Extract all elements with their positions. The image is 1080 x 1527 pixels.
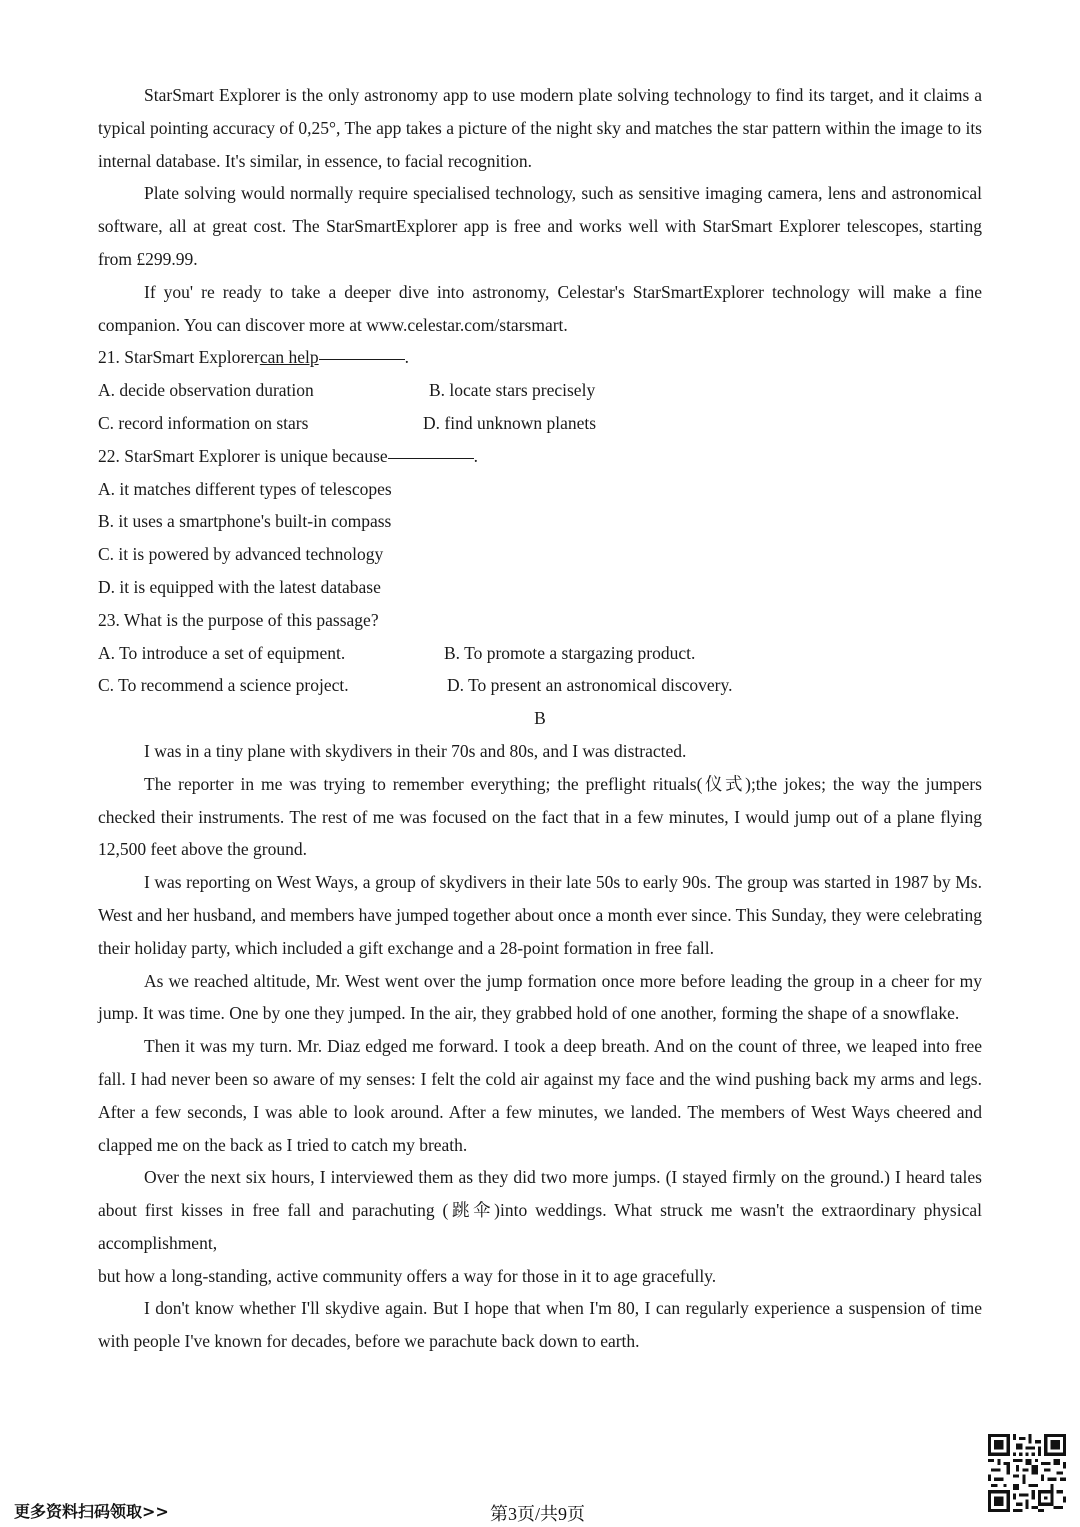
q22-option-a: A. it matches different types of telescopes (98, 478, 392, 499)
q21-stem-underlined: can help (259, 347, 319, 368)
q21-stem-end: . (404, 347, 410, 368)
passage-b-paragraph-2: The reporter in me was trying to remember everything; the preflight rituals(仪式);the jokes; the way the jumpers checked their instruments. The rest of me was focused on the fact that in a few minutes, I would jump out of a plane flying 12,500 feet above the ground. (98, 773, 982, 860)
document-body (98, 79, 982, 1358)
passage-b-paragraph-6: Over the next six hours, I interviewed them as they did two more jumps. (I stayed firmly on the ground.) I heard tales about first kisses in free fall and parachuting (跳伞)into weddings. What struck me wasn't the extraordinary physical accomplishment, (98, 1167, 982, 1253)
q21-option-c: C. record information on stars (98, 412, 309, 433)
question-23-options-cd (98, 669, 982, 702)
passage-a-paragraph-1: StarSmart Explorer is the only astronomy app to use modern plate solving technology to find its target, and it claims a typical pointing accuracy of 0,25°, The app takes a picture of the night sky and matches the star pattern within the image to its internal database. It's similar, in essence, to facial recognition. (98, 85, 982, 171)
question-21-options-ab (98, 374, 982, 407)
passage-a-paragraph-2: Plate solving would normally require specialised technology, such as sensitive imaging camera, lens and astronomical software, all at great cost. The StarSmartExplorer app is free and works well with StarSmart Explorer telescopes, starting from £299.99. (98, 183, 982, 269)
answer-blank (388, 440, 474, 459)
q23-option-c: C. To recommend a science project. (98, 675, 349, 696)
q23-option-b: B. To promote a stargazing product. (444, 642, 696, 663)
q22-stem-end: . (473, 445, 479, 466)
footer-promo-text: 更多资料扫码领取>> (14, 1502, 169, 1521)
passage-b-paragraph-1: I was in a tiny plane with skydivers in their 70s and 80s, and I was distracted. (144, 740, 687, 761)
answer-blank (319, 341, 405, 360)
q21-option-b: B. locate stars precisely (429, 380, 596, 401)
question-23-stem: 23. What is the purpose of this passage? (98, 609, 379, 630)
q21-stem-text: 21. StarSmart Explorer (98, 347, 260, 368)
page-number: 第3页/共9页 (490, 1504, 586, 1524)
passage-b-paragraph-3: I was reporting on West Ways, a group of skydivers in their late 50s to early 90s. The group was started in 1987 by Ms. West and her husband, and members have jumped together about once a month ever since. This Sunday, they were celebrating their holiday party, which included a gift exchange and a 28-point formation in free fall. (98, 872, 982, 958)
passage-b-paragraph-7: I don't know whether I'll skydive again. But I hope that when I'm 80, I can regularly experience a suspension of time with people I've known for decades, before we parachute back down to earth. (98, 1298, 982, 1352)
q23-option-a: A. To introduce a set of equipment. (98, 642, 346, 663)
passage-b-paragraph-4: As we reached altitude, Mr. West went over the jump formation once more before leading the group in a cheer for my jump. It was time. One by one they jumped. In the air, they grabbed hold of one another, forming the shape of a snowflake. (98, 970, 982, 1024)
passage-b-paragraph-5: Then it was my turn. Mr. Diaz edged me forward. I took a deep breath. And on the count of three, we leaped into free fall. I had never been so aware of my senses: I felt the cold air against my face and the wind pushing back my arms and legs. After a few seconds, I was able to look around. After a few minutes, we landed. The members of West Ways cheered and clapped me on the back as I tried to catch my breath. (98, 1036, 982, 1155)
question-23-options-ab (98, 637, 982, 670)
question-21-options-cd (98, 407, 982, 440)
q21-option-a: A. decide observation duration (98, 380, 314, 401)
q21-option-d: D. find unknown planets (423, 412, 597, 433)
qr-code-icon (988, 1434, 1066, 1512)
passage-b-paragraph-6-continued: but how a long-standing, active community offers a way for those in it to age gracefully. (98, 1265, 717, 1286)
question-22-stem (98, 440, 982, 473)
q22-option-b: B. it uses a smartphone's built-in compass (98, 511, 392, 532)
q22-option-c: C. it is powered by advanced technology (98, 544, 384, 565)
question-21-stem (98, 341, 982, 374)
passage-b-heading: B (534, 708, 546, 729)
q22-stem-text: 22. StarSmart Explorer is unique because (98, 445, 388, 466)
passage-a-paragraph-3: If you' re ready to take a deeper dive into astronomy, Celestar's StarSmartExplorer technology will make a fine companion. You can discover more at www.celestar.com/starsmart. (98, 281, 982, 335)
q23-option-d: D. To present an astronomical discovery. (447, 675, 733, 696)
q22-option-d: D. it is equipped with the latest database (98, 576, 381, 597)
